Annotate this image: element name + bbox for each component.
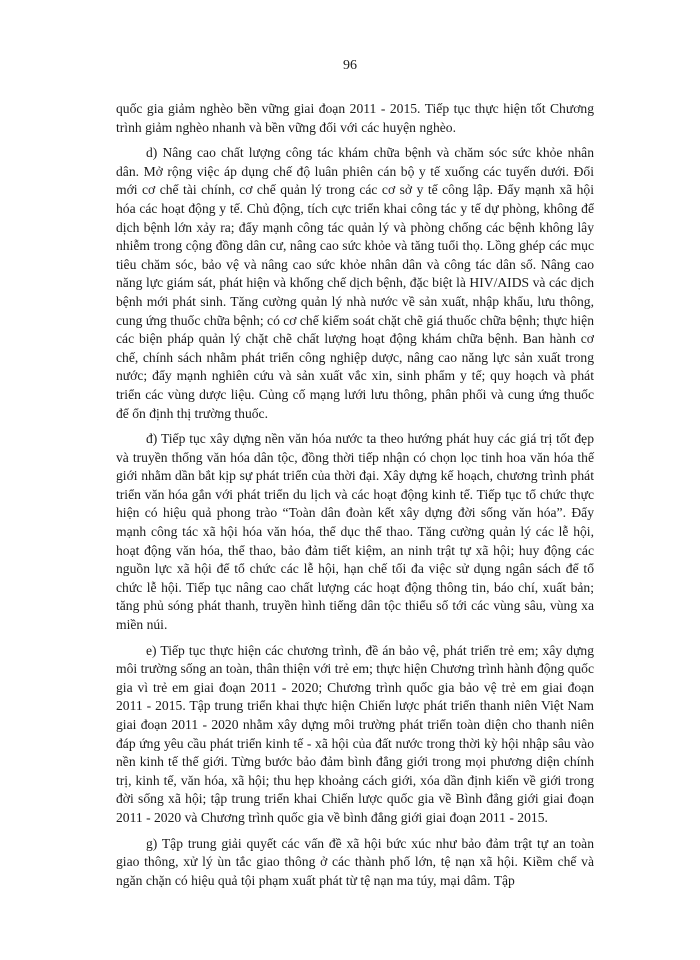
document-body: [116, 100, 594, 897]
paragraph-continuation: quốc gia giảm nghèo bền vững giai đoạn 2011 - 2015. Tiếp tục thực hiện tốt Chương trình giảm nghèo nhanh và bền vững đối với các huyện nghèo.: [116, 101, 594, 135]
paragraph-dd-culture: đ) Tiếp tục xây dựng nền văn hóa nước ta theo hướng phát huy các giá trị tốt đẹp và truyền thống văn hóa dân tộc, đồng thời tiếp nhận có chọn lọc tinh hoa văn hóa thế giới nhằm dần bắt kịp sự phát triển của thời đại. Xây dựng kế hoạch, chương trình phát triển văn hóa gắn với phát triển du lịch và các hoạt động kinh tế. Tiếp tục tổ chức thực hiện có hiệu quả phong trào “Toàn dân đoàn kết xây dựng đời sống văn hóa”. Đẩy mạnh công tác xã hội hóa văn hóa, thể dục thể thao. Tăng cường quản lý các lễ hội, hoạt động văn hóa, thể thao, bảo đảm tiết kiệm, an ninh trật tự xã hội; huy động các nguồn lực xã hội để tổ chức các lễ hội, hạn chế tối đa việc sử dụng ngân sách để tổ chức lễ hội. Tiếp tục nâng cao chất lượng các hoạt động thông tin, báo chí, xuất bản; tăng phủ sóng phát thanh, truyền hình tiếng dân tộc thiểu số tới các vùng sâu, vùng xa miền núi.: [116, 431, 594, 633]
page-number: 96: [343, 58, 357, 73]
paragraph-e-children-youth-gender: e) Tiếp tục thực hiện các chương trình, đề án bảo vệ, phát triển trẻ em; xây dựng môi trường sống an toàn, thân thiện với trẻ em; thực hiện Chương trình hành động quốc gia vì trẻ em giai đoạn 2011 - 2020; Chương trình quốc gia bảo vệ trẻ em giai đoạn 2011 - 2015. Tập trung triển khai thực hiện Chiến lược phát triển thanh niên Việt Nam giai đoạn 2011 - 2020 nhằm xây dựng môi trường phát triển toàn diện cho thanh niên đáp ứng yêu cầu phát triển kinh tế - xã hội của đất nước trong thời kỳ hội nhập sâu vào nền kinh tế thế giới. Từng bước bảo đảm bình đẳng giới trong mọi phương diện chính trị, kinh tế, văn hóa, xã hội; thu hẹp khoảng cách giới, xóa dần định kiến về giới trong đời sống xã hội; tập trung triển khai Chiến lược quốc gia về Bình đẳng giới giai đoạn 2011 - 2020 và Chương trình quốc gia về bình đẳng giới giai đoạn 2011 - 2015.: [116, 642, 594, 825]
paragraph-d-health: d) Nâng cao chất lượng công tác khám chữa bệnh và chăm sóc sức khỏe nhân dân. Mở rộng việc áp dụng chế độ luân phiên cán bộ y tế xuống các tuyến dưới. Đổi mới cơ chế tài chính, cơ chế quản lý trong các cơ sở y tế công lập. Đẩy mạnh xã hội hóa các hoạt động y tế. Chủ động, tích cực triển khai công tác y tế dự phòng, không để dịch bệnh lớn xảy ra; đẩy mạnh công tác quản lý và phòng chống các bệnh không lây nhiễm trong cộng đồng dân cư, nâng cao sức khỏe và tăng tuổi thọ. Lồng ghép các mục tiêu chăm sóc, bảo vệ và nâng cao sức khỏe nhân dân và công tác dân số. Nâng cao năng lực giám sát, phát hiện và khống chế dịch bệnh, đặc biệt là HIV/AIDS và các dịch bệnh mới phát sinh. Tăng cường quản lý nhà nước về sản xuất, nhập khẩu, lưu thông, cung ứng thuốc chữa bệnh; có cơ chế kiểm soát chặt chẽ giá thuốc chữa bệnh; thực hiện các biện pháp quản lý chặt chẽ chất lượng hoạt động khám chữa bệnh. Ban hành cơ chế, chính sách nhằm phát triển công nghiệp dược, nâng cao năng lực sản xuất trong nước; đẩy mạnh nghiên cứu và sản xuất vắc xin, sinh phẩm y tế; quy hoạch và phát triển các vùng dược liệu. Củng cố mạng lưới lưu thông, phân phối và cung ứng thuốc để ổn định thị trường thuốc.: [116, 145, 594, 421]
paragraph-g-social-issues: g) Tập trung giải quyết các vấn đề xã hội bức xúc như bảo đảm trật tự an toàn giao thông, xử lý ùn tắc giao thông ở các thành phố lớn, tệ nạn xã hội. Kiềm chế và ngăn chặn có hiệu quả tội phạm xuất phát từ tệ nạn ma túy, mại dâm. Tập: [116, 835, 594, 888]
